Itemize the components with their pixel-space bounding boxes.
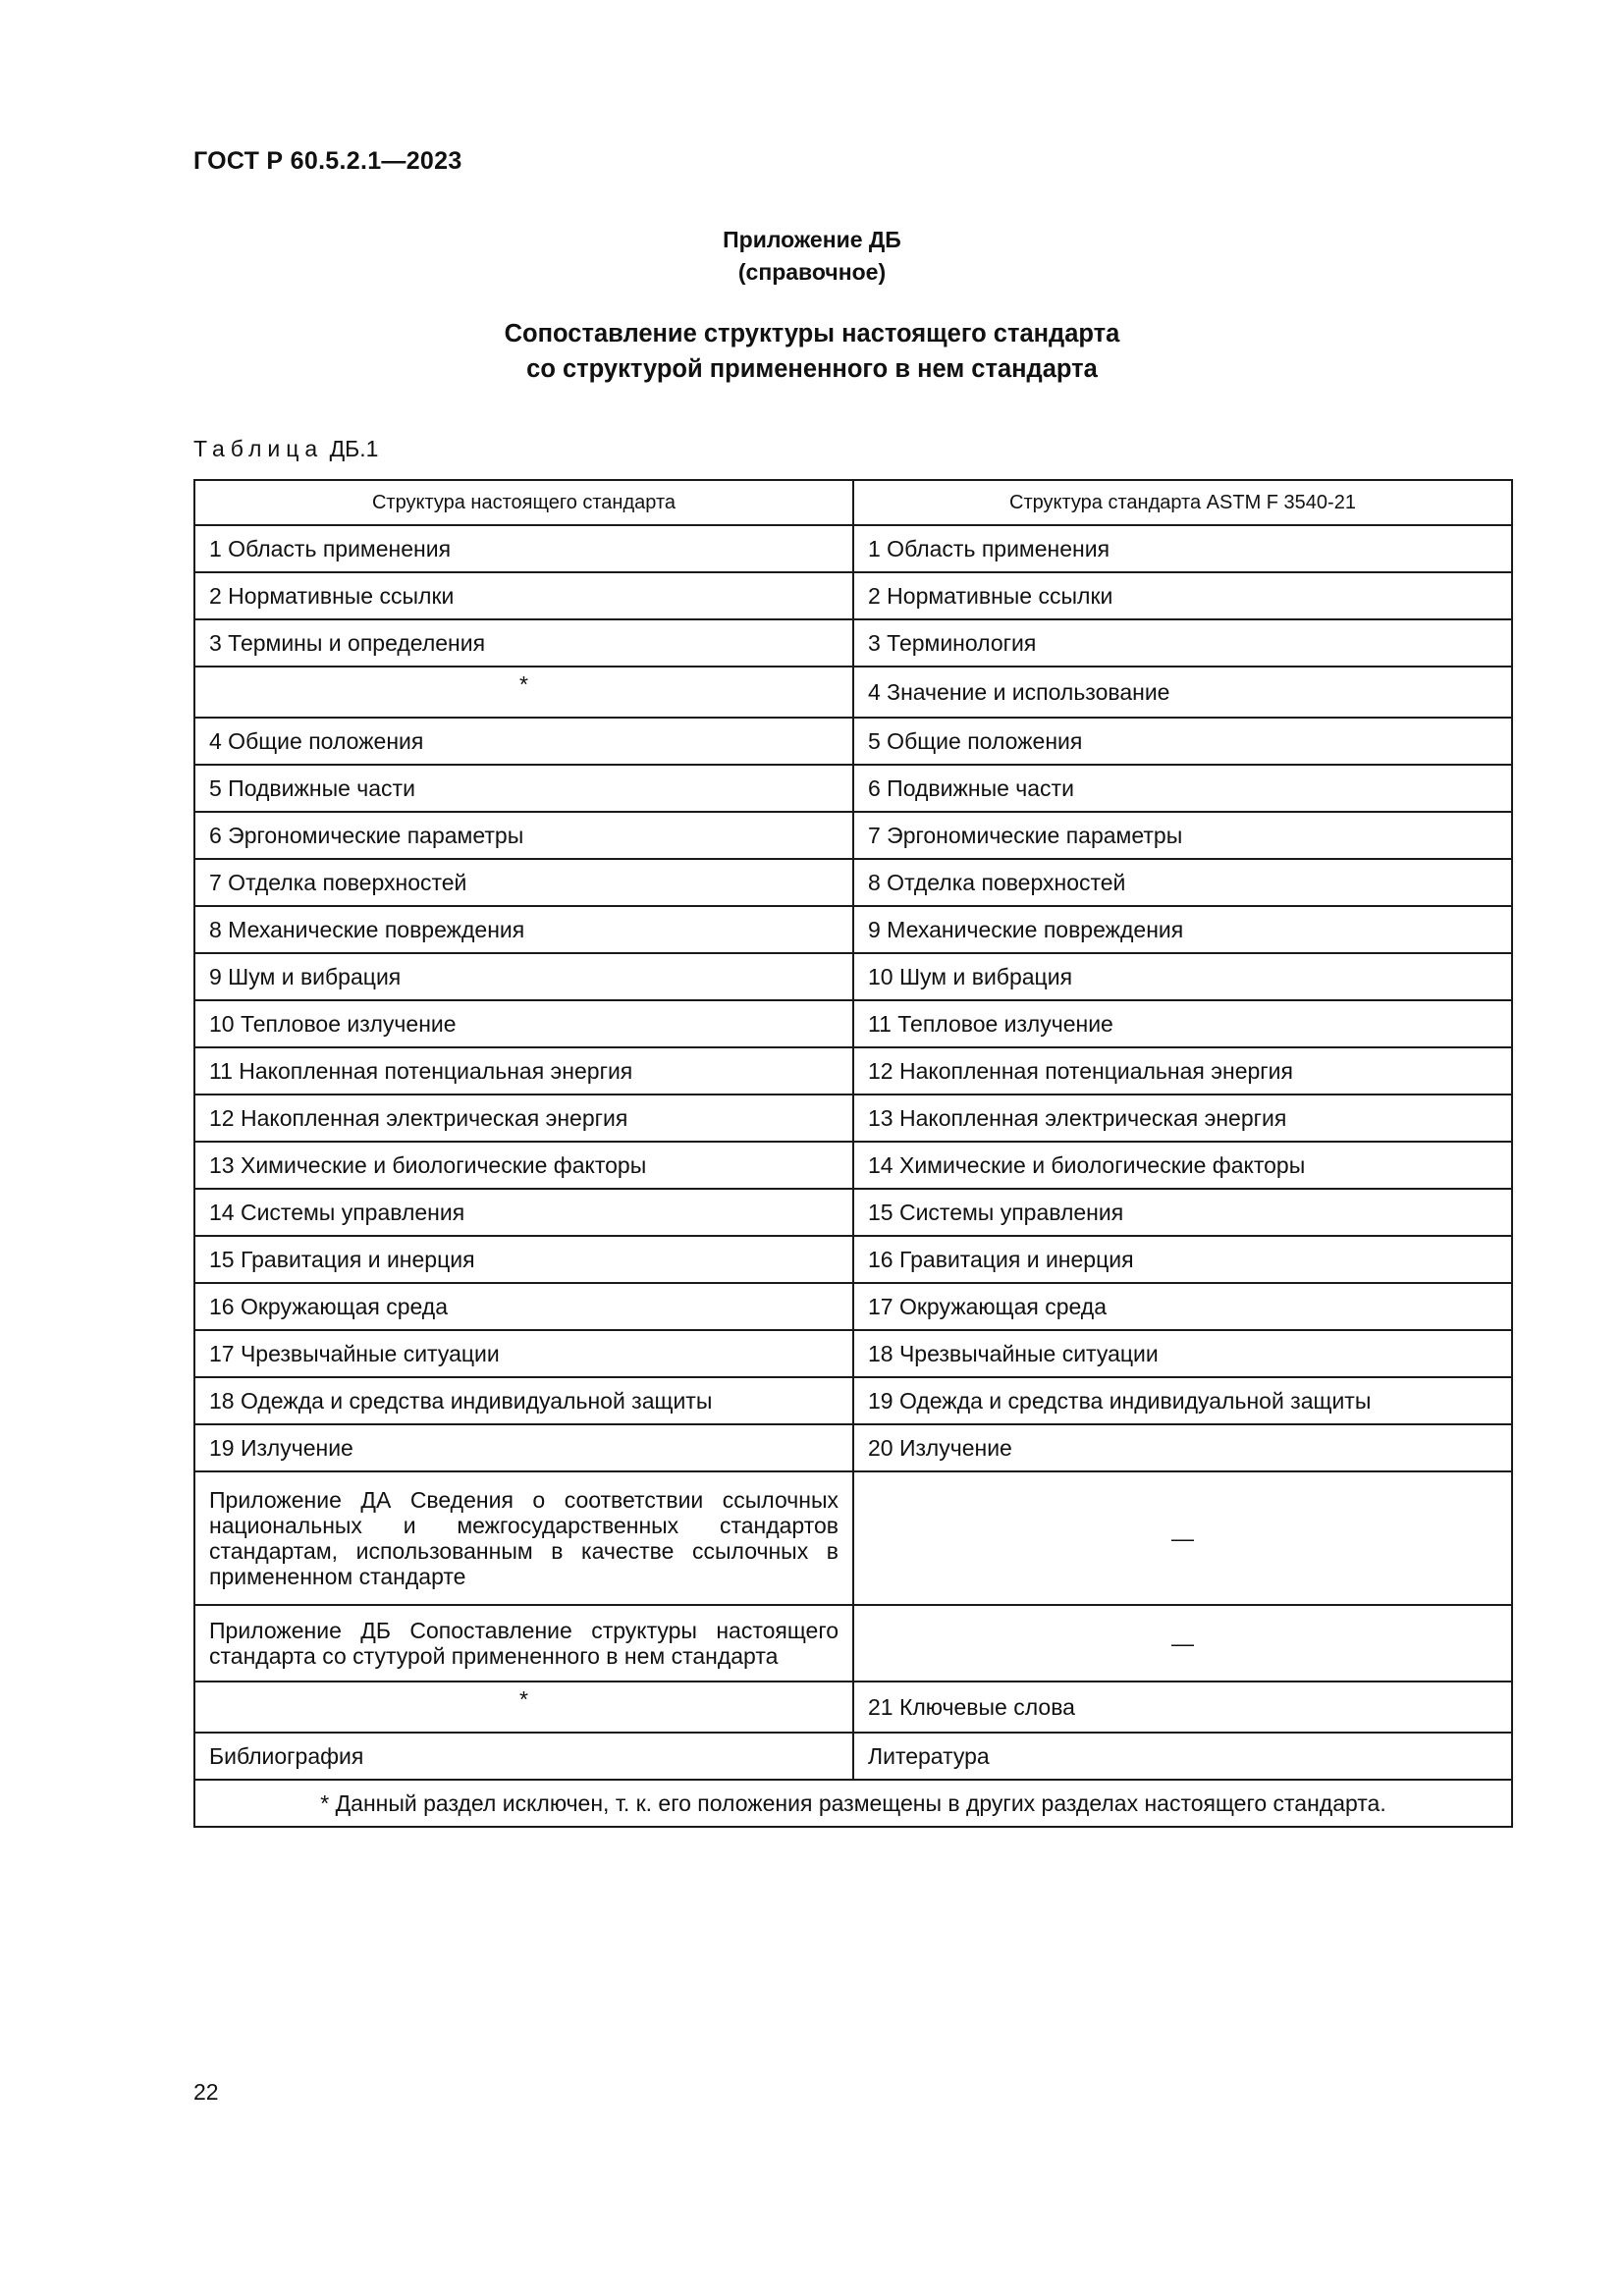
current-standard-cell: 11 Накопленная потенциальная энергия — [194, 1047, 853, 1095]
astm-standard-cell: Литература — [853, 1733, 1512, 1780]
table-row — [194, 1471, 1512, 1605]
astm-standard-cell: 15 Системы управления — [853, 1189, 1512, 1236]
column-header-astm-standard: Структура стандарта ASTM F 3540-21 — [853, 480, 1512, 525]
astm-standard-cell: 2 Нормативные ссылки — [853, 572, 1512, 619]
annex-title — [0, 316, 1624, 387]
table-footnote-row — [194, 1780, 1512, 1827]
astm-standard-cell: 21 Ключевые слова — [853, 1682, 1512, 1733]
current-standard-cell: Приложение ДА Сведения о соответствии ссылочных национальных и межгосударственных стандартов стандартам, использованным в качестве ссылочных в примененном стандарте — [194, 1471, 853, 1605]
table-row — [194, 619, 1512, 667]
astm-standard-cell: 13 Накопленная электрическая энергия — [853, 1095, 1512, 1142]
astm-standard-cell: 4 Значение и использование — [853, 667, 1512, 718]
astm-standard-cell: 9 Механические повреждения — [853, 906, 1512, 953]
table-row — [194, 1236, 1512, 1283]
table-row — [194, 859, 1512, 906]
current-standard-cell: 19 Излучение — [194, 1424, 853, 1471]
astm-standard-cell: 8 Отделка поверхностей — [853, 859, 1512, 906]
table-caption — [193, 436, 378, 462]
table-row — [194, 765, 1512, 812]
table-row — [194, 718, 1512, 765]
astm-standard-cell: 10 Шум и вибрация — [853, 953, 1512, 1000]
astm-standard-cell: 3 Терминология — [853, 619, 1512, 667]
current-standard-cell: 5 Подвижные части — [194, 765, 853, 812]
table-row — [194, 1682, 1512, 1733]
annex-title-line-2: со структурой примененного в нем стандарта — [526, 355, 1098, 383]
table-header-row — [194, 480, 1512, 525]
structure-comparison-table — [193, 479, 1513, 1828]
current-standard-cell: Приложение ДБ Сопоставление структуры настоящего стандарта со стутурой примененного в нем стандарта — [194, 1605, 853, 1682]
astm-standard-cell: 19 Одежда и средства индивидуальной защиты — [853, 1377, 1512, 1424]
table-caption-number: ДБ.1 — [329, 436, 379, 461]
column-header-current-standard: Структура настоящего стандарта — [194, 480, 853, 525]
annex-heading — [0, 224, 1624, 289]
current-standard-cell: 3 Термины и определения — [194, 619, 853, 667]
table-row — [194, 1047, 1512, 1095]
current-standard-cell: 4 Общие положения — [194, 718, 853, 765]
excluded-marker-cell: * — [194, 667, 853, 718]
table-row — [194, 1142, 1512, 1189]
excluded-marker-cell: * — [194, 1682, 853, 1733]
table-row — [194, 812, 1512, 859]
astm-standard-cell: 17 Окружающая среда — [853, 1283, 1512, 1330]
current-standard-cell: 14 Системы управления — [194, 1189, 853, 1236]
table-row — [194, 1000, 1512, 1047]
table-row — [194, 1733, 1512, 1780]
table-row — [194, 667, 1512, 718]
astm-standard-cell: 18 Чрезвычайные ситуации — [853, 1330, 1512, 1377]
astm-standard-cell: 20 Излучение — [853, 1424, 1512, 1471]
table-row — [194, 906, 1512, 953]
annex-label: Приложение ДБ — [723, 227, 901, 252]
astm-standard-cell: 6 Подвижные части — [853, 765, 1512, 812]
table-row — [194, 1283, 1512, 1330]
annex-title-line-1: Сопоставление структуры настоящего стандарта — [504, 320, 1120, 347]
table-row — [194, 525, 1512, 572]
current-standard-cell: 18 Одежда и средства индивидуальной защиты — [194, 1377, 853, 1424]
astm-standard-cell: 12 Накопленная потенциальная энергия — [853, 1047, 1512, 1095]
no-counterpart-dash-cell: — — [853, 1471, 1512, 1605]
current-standard-cell: 6 Эргономические параметры — [194, 812, 853, 859]
document-code: ГОСТ Р 60.5.2.1—2023 — [193, 147, 462, 175]
table-row — [194, 1377, 1512, 1424]
no-counterpart-dash-cell: — — [853, 1605, 1512, 1682]
table-row — [194, 953, 1512, 1000]
current-standard-cell: 16 Окружающая среда — [194, 1283, 853, 1330]
current-standard-cell: 7 Отделка поверхностей — [194, 859, 853, 906]
table-row — [194, 1189, 1512, 1236]
table-row — [194, 1330, 1512, 1377]
astm-standard-cell: 5 Общие положения — [853, 718, 1512, 765]
current-standard-cell: Библиография — [194, 1733, 853, 1780]
astm-standard-cell: 14 Химические и биологические факторы — [853, 1142, 1512, 1189]
current-standard-cell: 2 Нормативные ссылки — [194, 572, 853, 619]
astm-standard-cell: 11 Тепловое излучение — [853, 1000, 1512, 1047]
current-standard-cell: 9 Шум и вибрация — [194, 953, 853, 1000]
astm-standard-cell: 7 Эргономические параметры — [853, 812, 1512, 859]
table-caption-word: Таблица — [193, 436, 324, 461]
table-row — [194, 572, 1512, 619]
current-standard-cell: 13 Химические и биологические факторы — [194, 1142, 853, 1189]
table-row — [194, 1605, 1512, 1682]
annex-status: (справочное) — [737, 259, 887, 285]
table-row — [194, 1095, 1512, 1142]
current-standard-cell: 8 Механические повреждения — [194, 906, 853, 953]
current-standard-cell: 15 Гравитация и инерция — [194, 1236, 853, 1283]
current-standard-cell: 17 Чрезвычайные ситуации — [194, 1330, 853, 1377]
current-standard-cell: 1 Область применения — [194, 525, 853, 572]
astm-standard-cell: 1 Область применения — [853, 525, 1512, 572]
current-standard-cell: 12 Накопленная электрическая энергия — [194, 1095, 853, 1142]
page-number: 22 — [193, 2079, 219, 2105]
current-standard-cell: 10 Тепловое излучение — [194, 1000, 853, 1047]
astm-standard-cell: 16 Гравитация и инерция — [853, 1236, 1512, 1283]
table-row — [194, 1424, 1512, 1471]
table-footnote: * Данный раздел исключен, т. к. его положения размещены в других разделах настоящего стандарта. — [194, 1780, 1512, 1827]
